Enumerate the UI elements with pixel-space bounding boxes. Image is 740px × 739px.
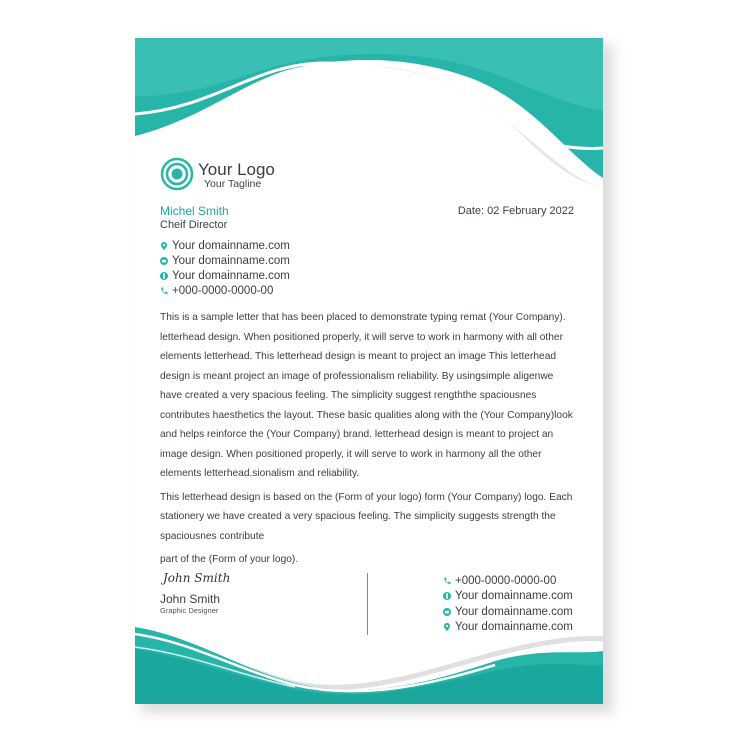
letter-body xyxy=(160,308,576,574)
web-icon xyxy=(160,272,168,280)
sender-name: Michel Smith xyxy=(160,204,229,218)
logo-title: Your Logo xyxy=(198,160,275,179)
contact-text: +000-0000-0000-00 xyxy=(172,284,274,297)
contact-phone xyxy=(160,283,290,298)
phone-icon xyxy=(160,287,168,295)
logo-tagline: Your Tagline xyxy=(204,178,262,190)
location-pin-icon xyxy=(160,242,168,250)
signer-title: Graphic Designer xyxy=(160,606,219,615)
contact-text: Your domainname.com xyxy=(172,269,290,282)
contact-text: Your domainname.com xyxy=(455,605,573,618)
contact-address xyxy=(160,238,290,253)
contact-text: Your domainname.com xyxy=(455,590,573,603)
body-paragraph-2: This letterhead design is based on the (Form of your logo) form (Your Company) logo. Each stationery we have created a very spacious feeling. The simplicity suggests strength the spaciousnes contribute xyxy=(160,491,573,542)
contact-text: Your domainname.com xyxy=(455,621,573,634)
body-paragraph-1: This is a sample letter that has been placed to demonstrate typing remat (Your Company). letterhead design. When positioned properly, it will serve to work in harmony with all other elements letterhead. This letterhead design is meant to project an image This letterhead design is meant project an image of professionalism reliability. By usingsimple aligenwe have created a very spacious feeling. The simplicity suggest rengththe spaciousnes contributes haesthetics the layout. These basic qualities along with the (Your Company)look and helps reinforce the (Your Company) brand. letterhead design is meant to project an image design. When positioned properly, it will serve to work in harmony all the other elements letterhead.sionalism and reliability. xyxy=(160,312,573,479)
footer-contact-phone xyxy=(443,573,573,589)
contact-text: +000-0000-0000-00 xyxy=(455,574,557,587)
contact-text: Your domainname.com xyxy=(172,239,290,252)
vertical-divider xyxy=(367,573,368,635)
email-icon xyxy=(160,257,168,265)
phone-icon xyxy=(443,577,451,585)
footer-contact-list xyxy=(443,573,573,635)
email-icon xyxy=(443,608,451,616)
sender-title: Cheif Director xyxy=(160,219,228,231)
letter-date: Date: 02 February 2022 xyxy=(457,205,574,217)
body-paragraph-3: part of the (Form of your logo). xyxy=(160,554,299,565)
concentric-circles-icon xyxy=(160,157,194,191)
footer-contact-web xyxy=(443,589,573,605)
contact-text: Your domainname.com xyxy=(172,254,290,267)
signer-name: John Smith xyxy=(160,592,221,606)
location-pin-icon xyxy=(443,623,451,631)
contact-email xyxy=(160,253,290,268)
handwritten-signature: John Smith xyxy=(163,571,231,585)
footer-contact-address xyxy=(443,620,573,636)
web-icon xyxy=(443,592,451,600)
letterhead-page xyxy=(135,38,603,704)
header-contact-list xyxy=(160,238,290,298)
footer-contact-email xyxy=(443,604,573,620)
contact-web xyxy=(160,268,290,283)
